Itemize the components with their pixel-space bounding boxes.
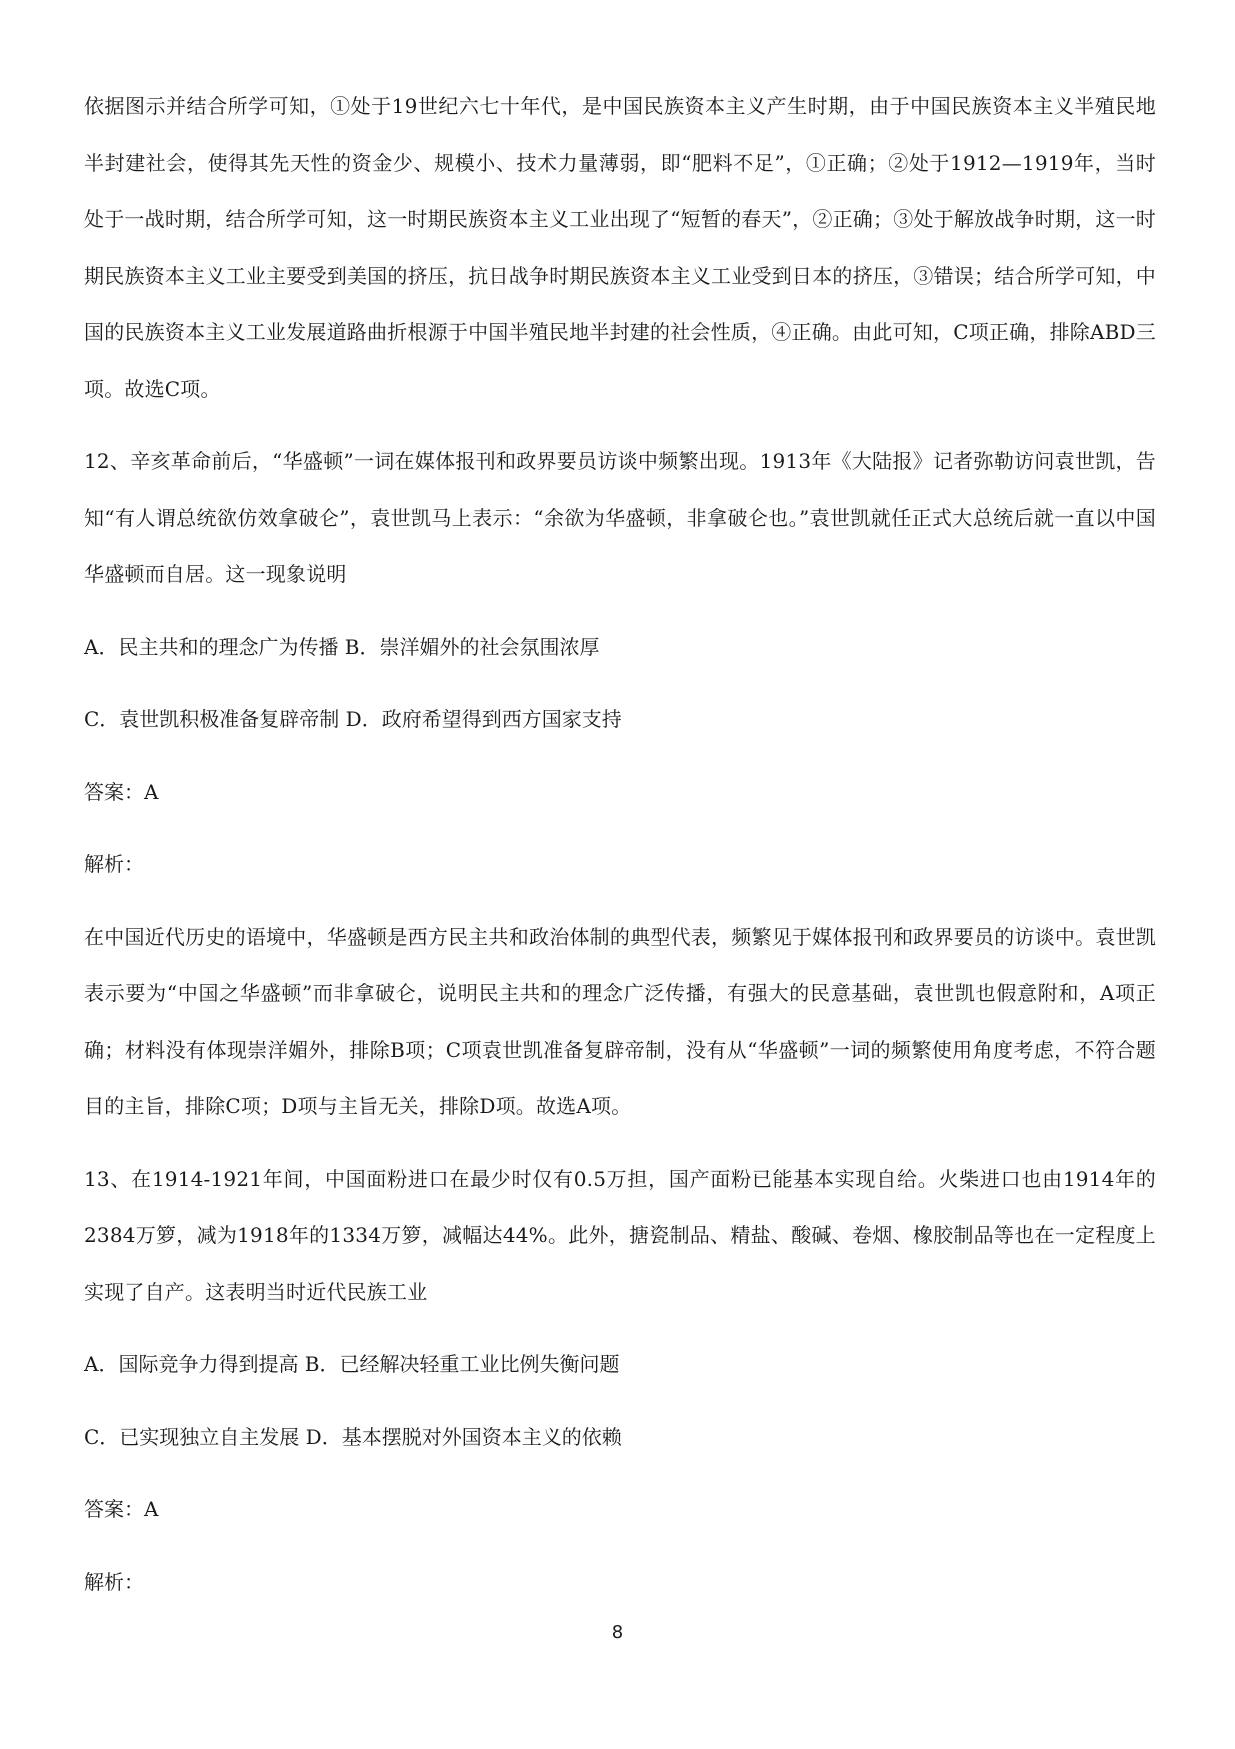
question-12-options-ab: A．民主共和的理念广为传播 B．崇洋媚外的社会氛围浓厚 — [84, 634, 600, 659]
spacer — [84, 748, 1156, 764]
question-12 — [84, 433, 1156, 1135]
question-12-answer: 答案：A — [84, 779, 159, 804]
spacer — [84, 417, 1156, 433]
question-13-stem: 13、在1914-1921年间，中国面粉进口在最少时仅有0.5万担，国产面粉已能基本实现自给。火柴进口也由1914年的2384万箩，减为1918年的1334万箩，减幅达44%。此外，搪瓷制品、精盐、酸碱、卷烟、橡胶制品等也在一定程度上实现了自产。这表明当时近代民族工业 — [84, 1166, 1156, 1304]
question-12-stem: 12、辛亥革命前后，“华盛顿”一词在媒体报刊和政界要员访谈中频繁出现。1913年《大陆报》记者弥勒访问袁世凯，告知“有人谓总统欲仿效拿破仑”，袁世凯马上表示：“余欲为华盛顿，非拿破仑也。”袁世凯就任正式大总统后就一直以中国华盛顿而自居。这一现象说明 — [84, 449, 1156, 586]
spacer — [84, 1538, 1156, 1554]
spacer — [84, 675, 1156, 691]
question-13 — [84, 1151, 1156, 1611]
spacer — [84, 820, 1156, 836]
spacer — [84, 1320, 1156, 1336]
spacer — [84, 1393, 1156, 1409]
spacer — [84, 893, 1156, 909]
previous-analysis-continuation: 依据图示并结合所学可知，①处于19世纪六七十年代，是中国民族资本主义产生时期，由于中国民族资本主义半殖民地半封建社会，使得其先天性的资金少、规模小、技术力量薄弱，即“肥料不足”，①正确；②处于1912—1919年，当时处于一战时期，结合所学可知，这一时期民族资本主义工业出现了“短暂的春天”，②正确；③处于解放战争时期，这一时期民族资本主义工业主要受到美国的挤压，抗日战争时期民族资本主义工业受到日本的挤压，③错误；结合所学可知，中国的民族资本主义工业发展道路曲折根源于中国半殖民地半封建的社会性质，④正确。由此可知，C项正确，排除ABD三项。故选C项。 — [84, 94, 1156, 401]
question-13-options-cd: C．已实现独立自主发展 D．基本摆脱对外国资本主义的依赖 — [84, 1424, 622, 1449]
spacer — [84, 1135, 1156, 1151]
question-12-analysis: 在中国近代历史的语境中，华盛顿是西方民主共和政治体制的典型代表，频繁见于媒体报刊和政界要员的访谈中。袁世凯表示要为“中国之华盛顿”而非拿破仑，说明民主共和的理念广泛传播，有强大的民意基础，袁世凯也假意附和，A项正确；材料没有体现崇洋媚外，排除B项；C项袁世凯准备复辟帝制，没有从“华盛顿”一词的频繁使用角度考虑，不符合题目的主旨，排除C项；D项与主旨无关，排除D项。故选A项。 — [84, 924, 1156, 1118]
spacer — [84, 1465, 1156, 1481]
page-content — [84, 78, 1156, 1610]
question-13-answer: 答案：A — [84, 1497, 159, 1521]
page-number: 8 — [611, 1622, 624, 1643]
question-13-options-ab: A．国际竞争力得到提高 B．已经解决轻重工业比例失衡问题 — [84, 1352, 620, 1376]
question-12-options-cd: C．袁世凯积极准备复辟帝制 D．政府希望得到西方国家支持 — [84, 707, 622, 731]
question-12-analysis-label: 解析： — [84, 852, 144, 876]
spacer — [84, 603, 1156, 619]
question-13-analysis-label: 解析： — [84, 1569, 144, 1594]
